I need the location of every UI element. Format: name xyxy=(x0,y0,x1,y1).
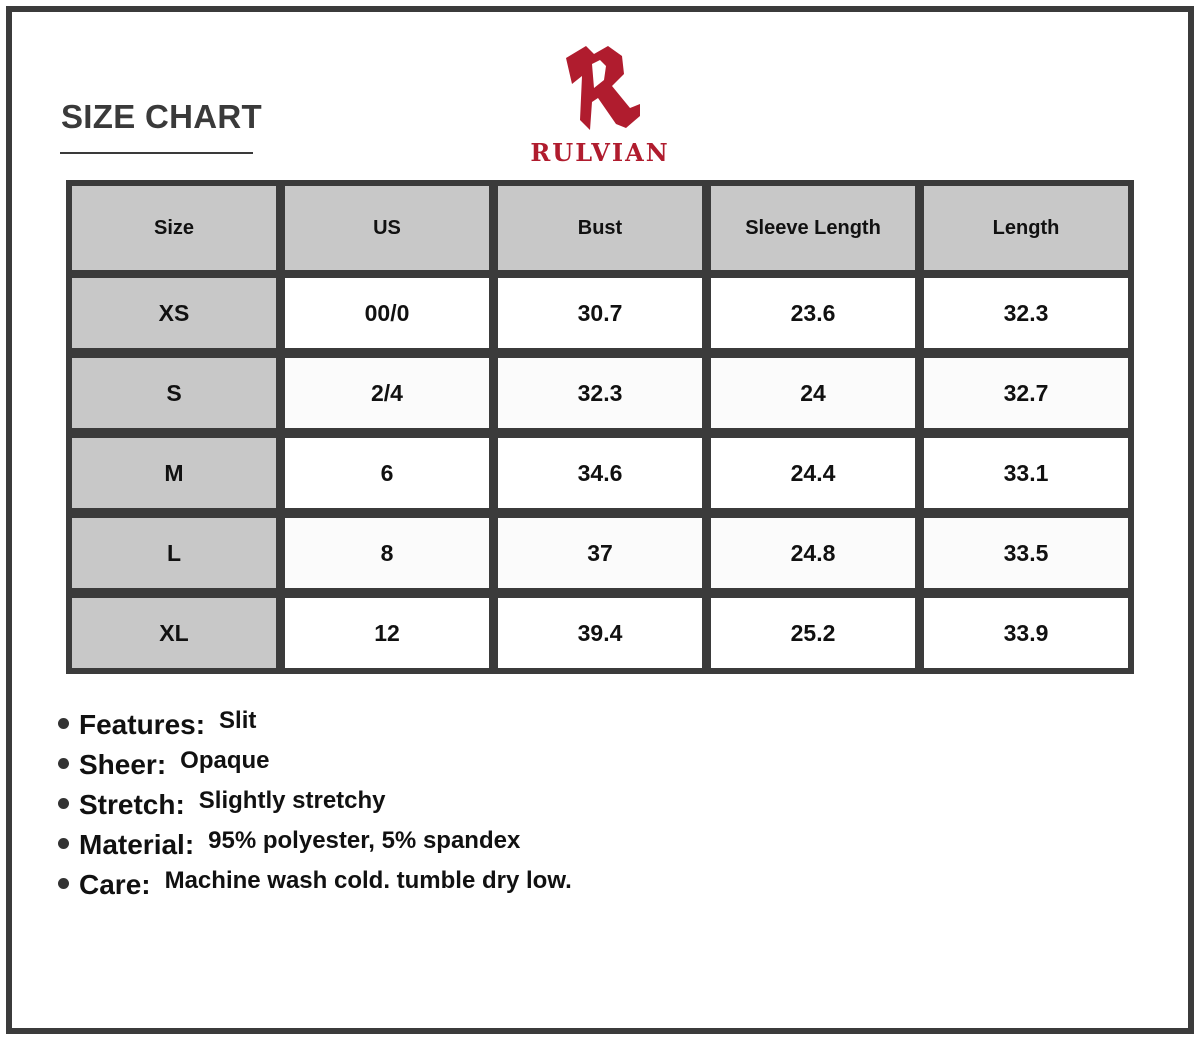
header-sleeve-length: Sleeve Length xyxy=(711,186,915,270)
table-cell: 2/4 xyxy=(285,358,489,428)
spec-value: Machine wash cold. tumble dry low. xyxy=(164,867,572,894)
spec-value: 95% polyester, 5% spandex xyxy=(208,827,521,854)
spec-value: Slit xyxy=(219,707,257,734)
table-cell: 12 xyxy=(285,598,489,668)
bullet-icon xyxy=(58,798,69,809)
header-size: Size xyxy=(72,186,276,270)
header-us: US xyxy=(285,186,489,270)
table-cell: 33.9 xyxy=(924,598,1128,668)
table-cell: 33.5 xyxy=(924,518,1128,588)
spec-item xyxy=(58,702,572,742)
table-cell: 32.3 xyxy=(498,358,702,428)
size-label-cell: XL xyxy=(72,598,276,668)
spec-label: Sheer: xyxy=(79,749,167,780)
bullet-icon xyxy=(58,758,69,769)
spec-item xyxy=(58,742,572,782)
table-cell: 39.4 xyxy=(498,598,702,668)
header-bust: Bust xyxy=(498,186,702,270)
rulvian-r-logo-icon xyxy=(560,42,644,134)
spec-label: Features: xyxy=(79,709,206,740)
bullet-icon xyxy=(58,718,69,729)
size-label-cell: M xyxy=(72,438,276,508)
title-underline xyxy=(60,152,253,154)
spec-label: Stretch: xyxy=(79,789,185,820)
table-cell: 32.3 xyxy=(924,278,1128,348)
product-specs-list xyxy=(58,702,572,902)
bullet-icon xyxy=(58,838,69,849)
table-cell: 32.7 xyxy=(924,358,1128,428)
table-cell: 24.4 xyxy=(711,438,915,508)
table-cell: 33.1 xyxy=(924,438,1128,508)
header-length: Length xyxy=(924,186,1128,270)
table-cell: 30.7 xyxy=(498,278,702,348)
brand-name: RULVIAN xyxy=(530,138,670,167)
size-label-cell: XS xyxy=(72,278,276,348)
bullet-icon xyxy=(58,878,69,889)
size-chart-table xyxy=(66,180,1134,674)
table-cell: 8 xyxy=(285,518,489,588)
size-label-cell: S xyxy=(72,358,276,428)
spec-value: Slightly stretchy xyxy=(198,787,386,814)
table-cell: 25.2 xyxy=(711,598,915,668)
table-cell: 24 xyxy=(711,358,915,428)
spec-item xyxy=(58,862,572,902)
size-label-cell: L xyxy=(72,518,276,588)
table-cell: 24.8 xyxy=(711,518,915,588)
table-cell: 37 xyxy=(498,518,702,588)
spec-item xyxy=(58,782,572,822)
table-cell: 6 xyxy=(285,438,489,508)
table-cell: 23.6 xyxy=(711,278,915,348)
brand-logo xyxy=(520,42,680,167)
spec-label: Material: xyxy=(79,829,195,860)
table-cell: 34.6 xyxy=(498,438,702,508)
table-cell: 00/0 xyxy=(285,278,489,348)
spec-label: Care: xyxy=(79,869,151,900)
page-title: SIZE CHART xyxy=(61,98,262,135)
spec-item xyxy=(58,822,572,862)
spec-value: Opaque xyxy=(180,747,270,774)
